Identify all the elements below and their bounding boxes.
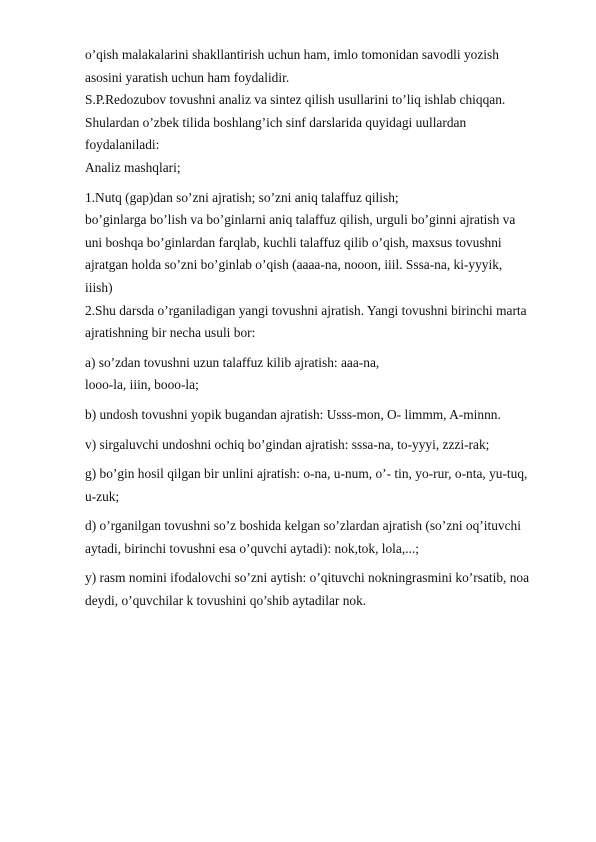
text-line: looo-la, iiin, booo-la; xyxy=(85,377,199,393)
list-item-y xyxy=(85,567,555,612)
text-line: a) so’zdan tovushni uzun talaffuz kilib ajratish: aaa-na, xyxy=(85,354,380,370)
list-item-v xyxy=(85,434,555,457)
text-line: Shulardan o’zbek tilida boshlang’ich sinf darslarida quyidagi uullardan xyxy=(85,114,467,130)
paragraph-spacer xyxy=(85,345,555,352)
text-line: ajratishning bir necha usuli bor: xyxy=(85,325,256,341)
paragraph-spacer xyxy=(85,427,555,434)
text-line: uni boshqa bo’ginlardan farqlab, kuchli talaffuz qilib o’qish, maxsus tovushni xyxy=(85,234,502,250)
paragraph-spacer xyxy=(85,180,555,187)
list-item-d xyxy=(85,515,555,560)
text-line: foydalaniladi: xyxy=(85,137,160,153)
text-line: S.P.Redozubov tovushni analiz va sintez qilish usullarini to’liq ishlab chiqqan. xyxy=(85,92,506,108)
paragraph-spacer xyxy=(85,508,555,515)
text-line: o’qish malakalarini shakllantirish uchun ham, imlo tomonidan savodli yozish xyxy=(85,47,499,62)
section-heading: Analiz mashqlari; xyxy=(85,159,181,175)
list-item-b xyxy=(85,404,555,427)
text-line: asosini yaratish uchun ham foydalidir. xyxy=(85,69,290,85)
document-page xyxy=(85,44,555,613)
text-line: u-zuk; xyxy=(85,488,120,504)
paragraph-spacer xyxy=(85,397,555,404)
text-line: deydi, o’quvchilar k tovushini qo’shib aytadilar nok. xyxy=(85,593,367,609)
paragraph-spacer xyxy=(85,456,555,463)
text-line: b) undosh tovushni yopik bugandan ajratish: Usss-mon, O- limmm, A-minnn. xyxy=(85,406,501,422)
text-line: y) rasm nomini ifodalovchi so’zni aytish: o’qituvchi nokningrasmini ko’rsatib, noa xyxy=(85,570,530,586)
text-line: ajratgan holda so’zni bo’ginlab o’qish (aaaa-na, nooon, iiil. Sssa-na, ki-yyyik, xyxy=(85,257,503,273)
paragraph-exercises xyxy=(85,187,555,345)
text-line: g) bo’gin hosil qilgan bir unlini ajratish: o-na, u-num, o’- tin, yo-rur, o-nta, yu-tuq, xyxy=(85,466,528,482)
text-line: 1.Nutq (gap)dan so’zni ajratish; so’zni aniq talaffuz qilish; xyxy=(85,189,399,205)
paragraph-intro xyxy=(85,44,555,180)
text-line: 2.Shu darsda o’rganiladigan yangi tovushni ajratish. Yangi tovushni birinchi marta xyxy=(85,302,527,318)
text-line: bo’ginlarga bo’lish va bo’ginlarni aniq talaffuz qilish, urguli bo’ginni ajratish va xyxy=(85,212,516,228)
text-line: v) sirgaluvchi undoshni ochiq bo’gindan ajratish: sssa-na, to-yyyi, zzzi-rak; xyxy=(85,436,490,452)
list-item-g xyxy=(85,463,555,508)
list-item-a xyxy=(85,352,555,397)
paragraph-spacer xyxy=(85,560,555,567)
text-line: d) o’rganilgan tovushni so’z boshida kelgan so’zlardan ajratish (so’zni oq’ituvchi xyxy=(85,518,521,534)
text-line: aytadi, birinchi tovushni esa o’quvchi aytadi): nok,tok, lola,...; xyxy=(85,540,419,556)
text-line: iiish) xyxy=(85,279,113,295)
